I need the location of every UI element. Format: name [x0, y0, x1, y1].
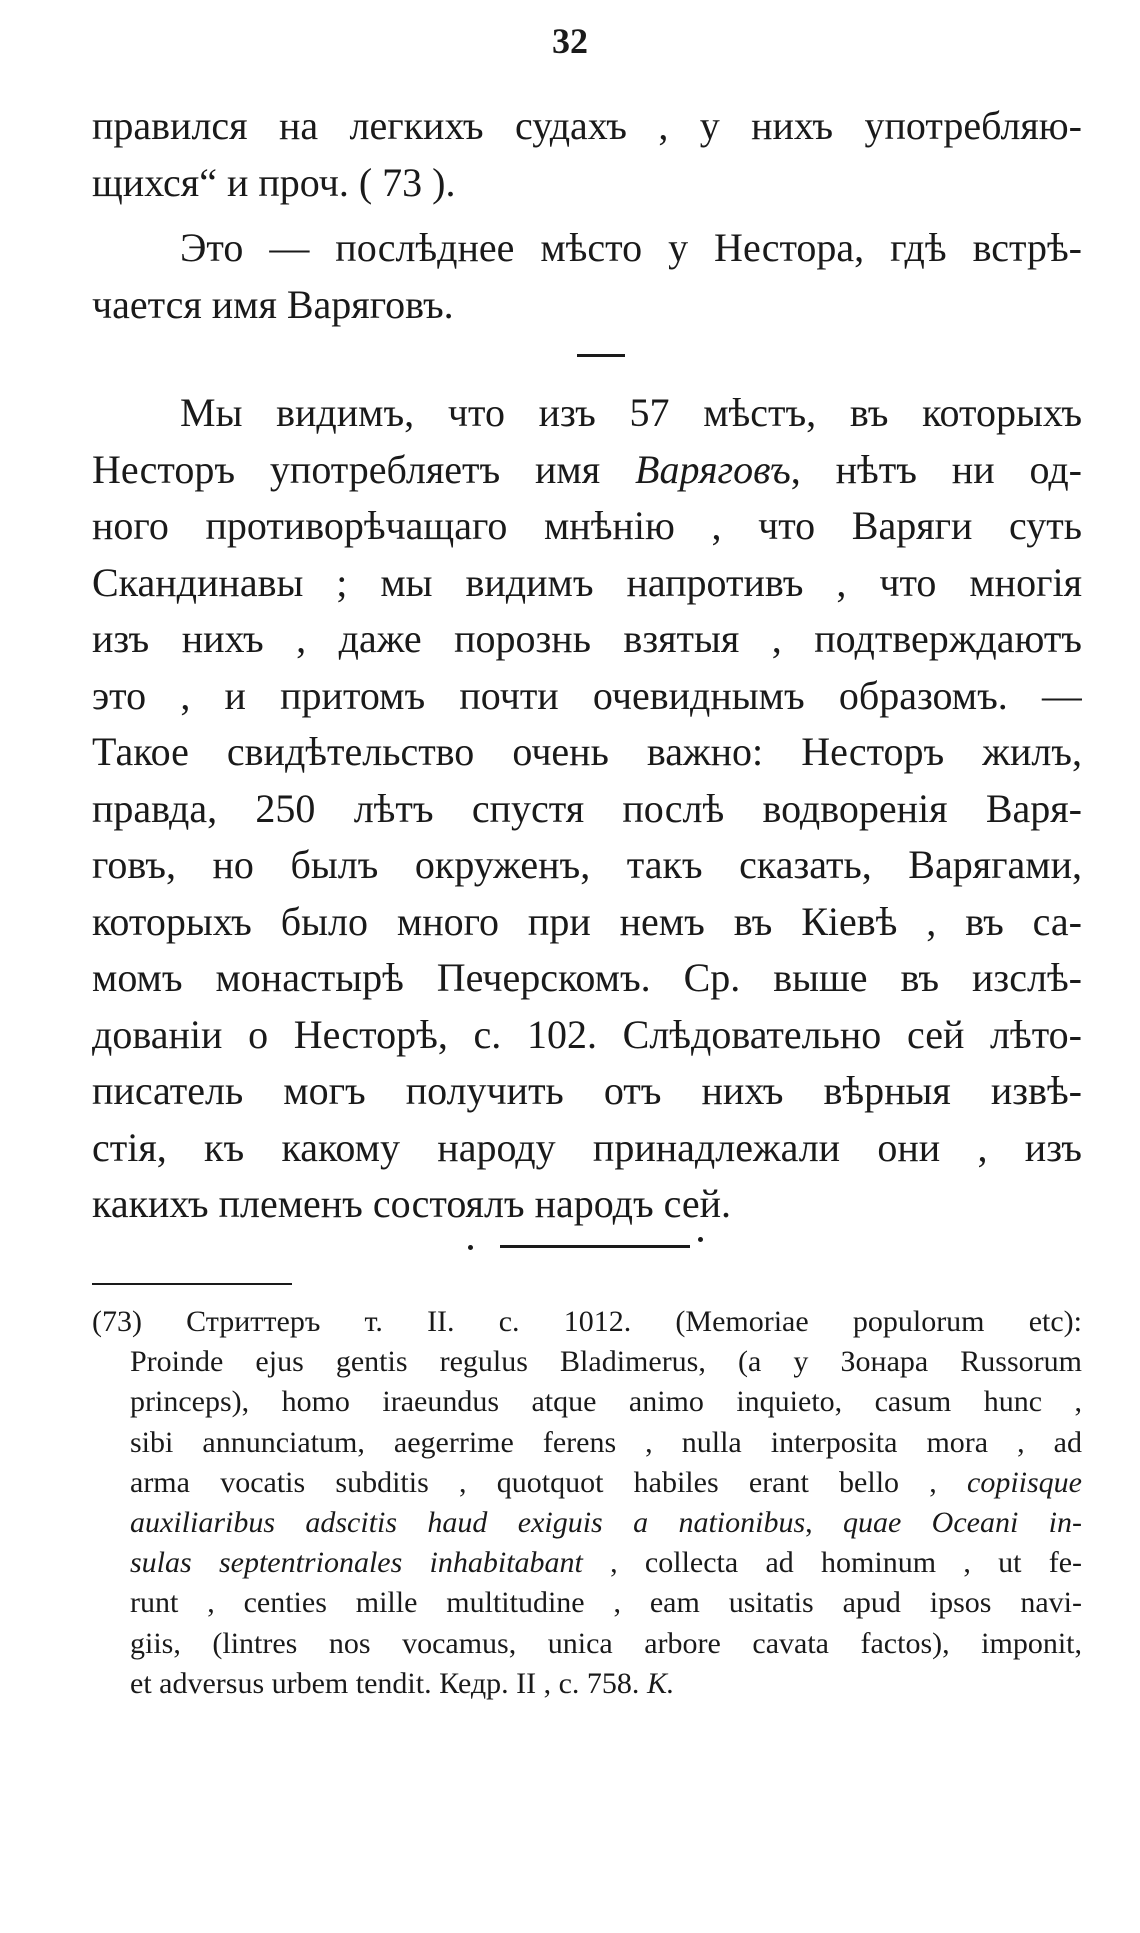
text-segment: giis, (lintres nos vocamus, unica arbore cavata factos), imponit, [130, 1626, 1082, 1660]
text-segment: , collecta ad hominum , ut fe- [582, 1546, 1082, 1580]
text-segment: момъ монастырѣ Печерскомъ. Ср. выше въ изслѣ- [92, 955, 1082, 1000]
footnote-line [92, 1382, 1082, 1422]
text-line: правился на легкихъ судахъ , у нихъ употребляю- [92, 103, 1082, 148]
text-segment: Мы видимъ, что изъ 57 мѣстъ, въ которыхъ [180, 390, 1082, 435]
footnote [92, 1302, 1082, 1704]
text-line [92, 1007, 1082, 1064]
text-segment: говъ, но былъ окруженъ, такъ сказать, Варягами, [92, 842, 1082, 887]
text-line [92, 555, 1082, 612]
footnote-line [92, 1624, 1082, 1664]
paragraph-conclusion [92, 385, 1082, 1233]
text-line [92, 668, 1082, 725]
text-segment: sibi annunciatum, aegerrime ferens , nulla interposita mora , ad [130, 1425, 1082, 1459]
text-segment: arma vocatis subditis , quotquot habiles erant bello , [130, 1465, 968, 1499]
ornament-dot [468, 1245, 473, 1250]
text-segment: Такое свидѣтельство очень важно: Несторъ жилъ, [92, 729, 1082, 774]
text-segment: runt , centies mille multitudine , eam usitatis apud ipsos navi- [130, 1586, 1082, 1620]
text-line [92, 385, 1082, 442]
text-segment: дованіи о Несторѣ, с. 102. Слѣдовательно сей лѣто- [92, 1011, 1082, 1057]
text-segment: auxiliaribus adscitis haud exiguis a nationibus [130, 1505, 806, 1539]
text-segment: это , и притомъ почти очевиднымъ образомъ. — [92, 672, 1082, 718]
ornament-dot [698, 1237, 703, 1242]
text-segment: которыхъ было много при немъ въ Кіевѣ , въ са- [92, 898, 1082, 944]
text-line [92, 1120, 1082, 1177]
text-segment: какихъ племенъ состоялъ народъ сей. [92, 1181, 732, 1226]
footnote-rule [92, 1283, 292, 1285]
text-line: Это — послѣднее мѣсто у Нестора, гдѣ встрѣ- [180, 225, 1082, 270]
text-line [92, 837, 1082, 894]
footnote-line [92, 1463, 1082, 1503]
text-line [92, 611, 1082, 668]
text-segment: Несторъ употребляетъ имя [92, 446, 636, 492]
text-segment: писатель могъ получить отъ нихъ вѣрныя извѣ- [92, 1068, 1082, 1113]
footnote-line [92, 1503, 1082, 1543]
text-line: чается имя Варяговъ. [92, 281, 454, 327]
text-segment: Proinde ejus gentis regulus Bladimerus, (a у Зонара Russorum [130, 1345, 1082, 1379]
text-segment: правда, 250 лѣтъ спустя послѣ водворенія Варя- [92, 785, 1082, 831]
short-divider [577, 354, 625, 357]
footnote-line [92, 1423, 1082, 1463]
text-segment: стія, къ какому народу принадлежали они , изъ [92, 1124, 1082, 1170]
text-segment: quae Oceani in- [843, 1505, 1082, 1539]
footnote-line [92, 1302, 1082, 1342]
text-line: щихся“ и проч. ( 73 ). [92, 159, 456, 205]
text-segment: et adversus urbem tendit. Кедр. II , с. 758. [130, 1666, 647, 1700]
text-segment: Скандинавы ; мы видимъ напротивъ , что многія [92, 559, 1082, 605]
paragraph-last-mention [92, 220, 1082, 333]
text-line [92, 1063, 1082, 1120]
text-line [92, 724, 1082, 781]
text-segment: , нѣтъ ни од- [790, 446, 1082, 492]
text-line [92, 498, 1082, 555]
text-segment: sulas septentrionales inhabitabant [130, 1546, 583, 1580]
text-segment: (73) Стриттеръ т. II. с. 1012. (Memoriae populorum etc): [92, 1305, 1082, 1338]
text-segment: К. [646, 1666, 675, 1700]
text-line [92, 442, 1082, 499]
paragraph-continuation [92, 98, 1082, 211]
text-segment: изъ нихъ , даже порознь взятыя , подтверждаютъ [92, 616, 1082, 661]
text-segment: Варяговъ [635, 446, 791, 492]
text-segment: princeps), homo iraeundus atque animo inquieto, casum hunc , [130, 1385, 1082, 1419]
text-segment: ного противорѣчащаго мнѣнію , что Варяги суть [92, 503, 1082, 548]
text-line [92, 781, 1082, 838]
text-segment: , [805, 1505, 843, 1539]
text-segment: copiisque [967, 1465, 1082, 1499]
footnote-line [92, 1664, 1082, 1704]
text-line [92, 894, 1082, 951]
footnote-line [92, 1543, 1082, 1583]
text-line [92, 1176, 1082, 1233]
footnote-line [92, 1342, 1082, 1382]
page-number: 32 [552, 21, 588, 61]
footnote-line [92, 1583, 1082, 1623]
text-line [92, 950, 1082, 1007]
section-rule [500, 1245, 690, 1248]
